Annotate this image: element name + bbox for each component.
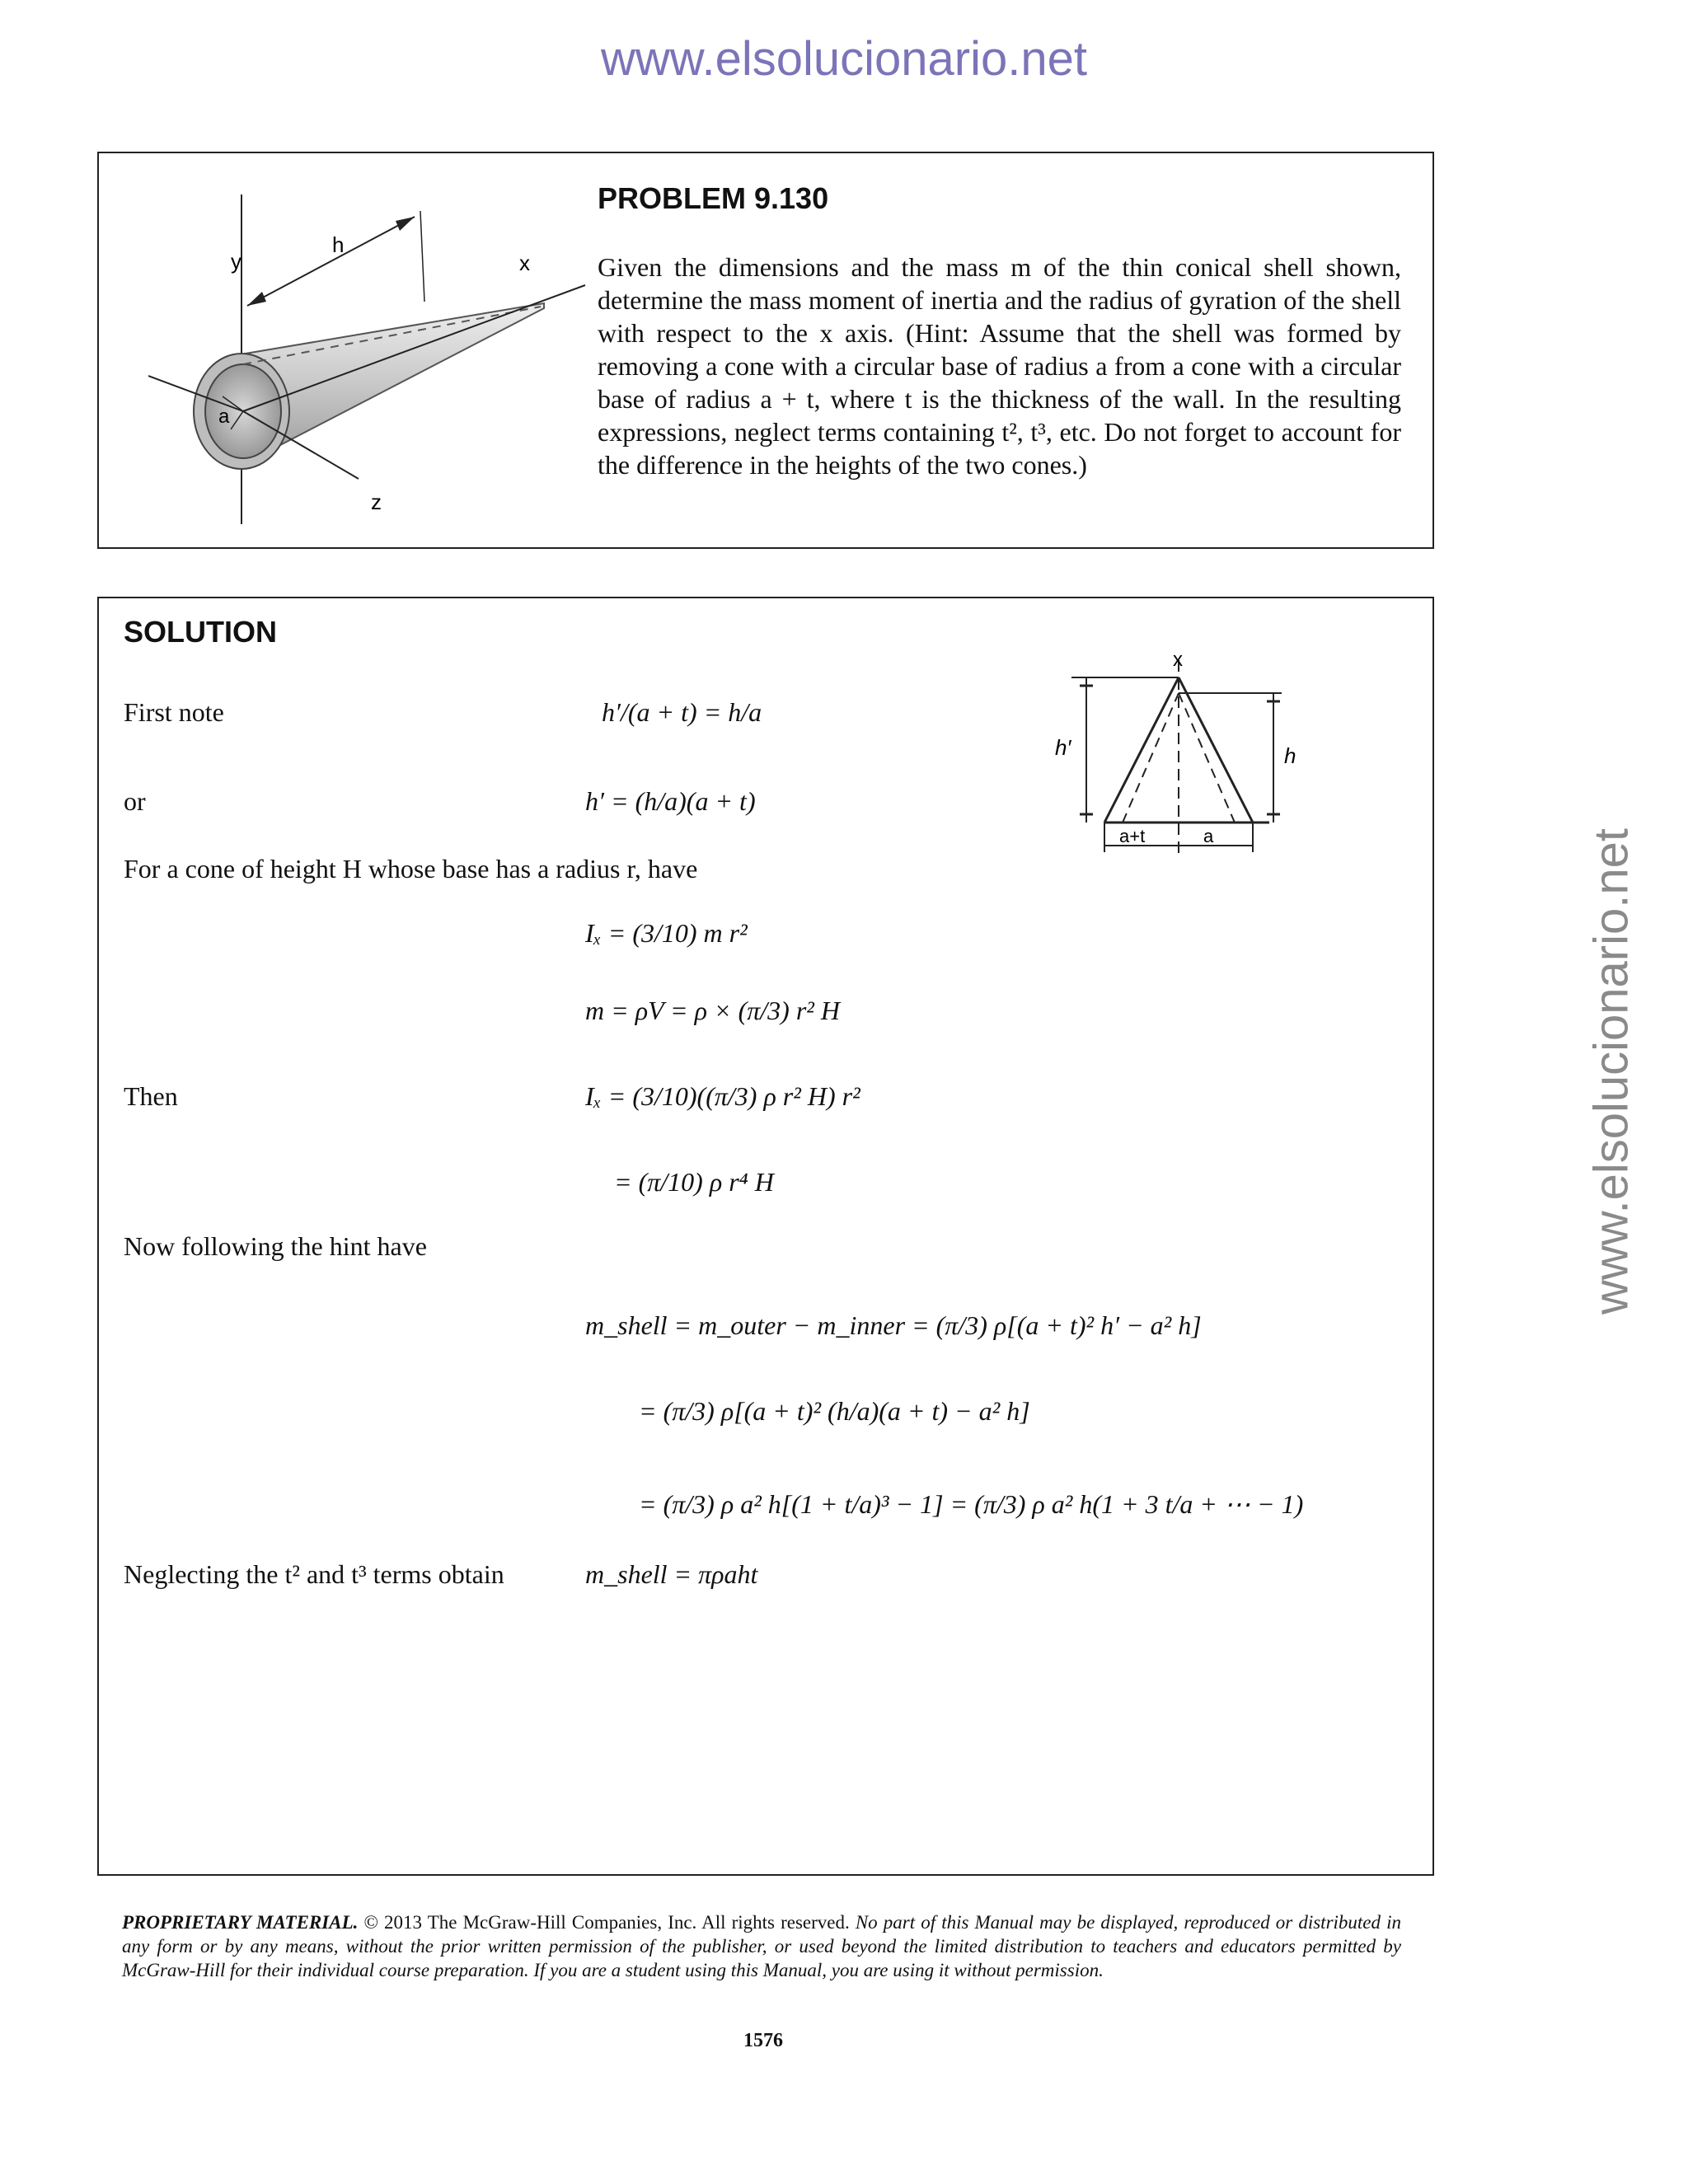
fig2-label-a-t: a+t <box>1119 826 1146 846</box>
fig-label-z: z <box>371 490 382 514</box>
problem-title: PROBLEM 9.130 <box>598 181 829 215</box>
text-then: Then <box>124 1081 178 1111</box>
text-cone-intro: For a cone of height H whose base has a radius r, have <box>124 854 698 883</box>
cone-cross-section-figure <box>1047 648 1311 862</box>
text-neglect: Neglecting the t² and t³ terms obtain <box>124 1559 504 1589</box>
footer-bold: PROPRIETARY MATERIAL. <box>122 1912 359 1933</box>
equation-1: h′/(a + t) = h/a <box>602 697 762 727</box>
equation-10: m_shell = πρaht <box>585 1559 758 1589</box>
page-number: 1576 <box>743 2030 783 2051</box>
solution-box <box>97 597 1434 1876</box>
fig-label-x: x <box>519 251 530 275</box>
equation-9: = (π/3) ρ a² h[(1 + t/a)³ − 1] = (π/3) ρ a² h(1 + 3 t/a + ⋯ − 1) <box>639 1489 1304 1519</box>
text-or: or <box>124 786 146 816</box>
solution-heading: SOLUTION <box>124 615 277 649</box>
watermark-top[interactable]: www.elsolucionario.net <box>601 32 1087 86</box>
footer-italic: No part of this Manual may be displayed, reproduced or distributed in any form or by any means, without the prior written permission of the publisher, or used beyond the limited distribution to teachers and educators permitted by McGraw-Hill for their individual course preparation. If you are a student using this Manual, you are using it without permission. <box>122 1912 1401 1980</box>
fig2-label-h: h <box>1284 743 1296 768</box>
equation-6: = (π/10) ρ r⁴ H <box>614 1167 774 1197</box>
fig2-label-x: x <box>1173 649 1183 671</box>
equation-2: h′ = (h/a)(a + t) <box>585 786 756 816</box>
conical-shell-figure <box>148 170 593 549</box>
equation-8: = (π/3) ρ[(a + t)² (h/a)(a + t) − a² h] <box>639 1396 1030 1426</box>
fig-label-h: h <box>332 232 345 257</box>
equation-4: m = ρV = ρ × (π/3) r² H <box>585 996 840 1025</box>
equation-5: Iₓ = (3/10)((π/3) ρ r² H) r² <box>585 1081 860 1111</box>
equation-7: m_shell = m_outer − m_inner = (π/3) ρ[(a + t)² h′ − a² h] <box>585 1310 1202 1340</box>
problem-box <box>97 152 1434 549</box>
watermark-side-text[interactable]: www.elsolucionario.net <box>1584 828 1639 1315</box>
fig-label-a: a <box>218 405 230 428</box>
equation-3: Iₓ = (3/10) m r² <box>585 918 748 948</box>
text-first-note: First note <box>124 697 224 727</box>
fig2-label-h-prime: h′ <box>1055 735 1071 760</box>
problem-statement: Given the dimensions and the mass m of the thin conical shell shown, determine the mass moment of inertia and the radius of gyration of the shell with respect to the x axis. (Hint: Assume that the shell was formed by removing a cone with a circular base of radius a from a cone with a circular base of radius a + t, where t is the thickness of the wall. In the resulting expressions, neglect terms containing t², t³, etc. Do not forget to account for the difference in the heights of the two cones.) <box>598 252 1401 480</box>
fig2-label-a: a <box>1203 826 1214 846</box>
text-hint: Now following the hint have <box>124 1231 427 1261</box>
fig-label-y: y <box>231 249 241 274</box>
footer-copyright: © 2013 The McGraw-Hill Companies, Inc. All rights reserved. <box>358 1912 856 1933</box>
footer-notice <box>122 1910 1401 1982</box>
